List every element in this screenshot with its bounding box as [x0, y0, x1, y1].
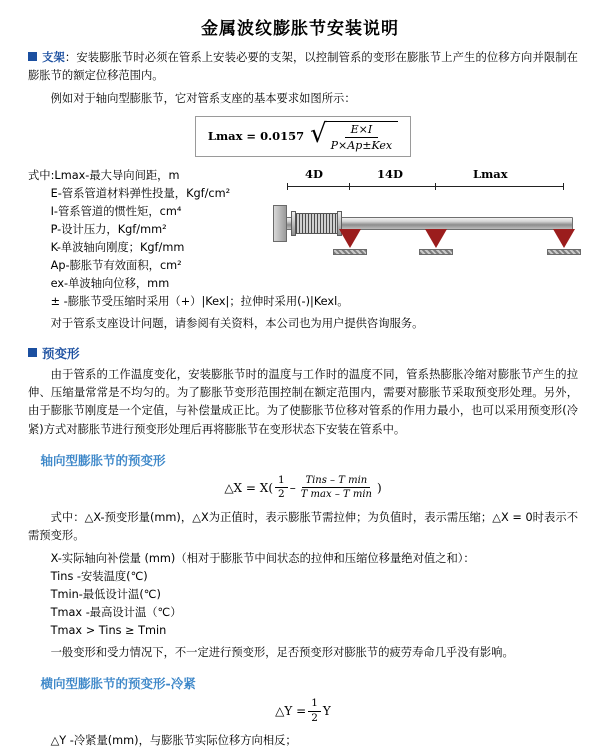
lateral-eq-half-den: 2 [311, 711, 318, 724]
definition-item: ± -膨胀节受压缩时采用（+）|Kex|；拉伸时采用(-)|Kexl。 [50, 295, 349, 309]
definition-item: Tmax > Tins ≥ Tmin [50, 623, 167, 637]
axial-note: 一般变形和受力情况下，不一定进行预变形，足否预变形对膨胀节的疲劳寿命几乎没有影响。 [50, 645, 514, 659]
axial-eq-minus: – [289, 480, 296, 495]
lmax-numerator: E×I [345, 123, 379, 138]
definitions-and-diagram [28, 167, 578, 312]
definition-item: P-设计压力，Kgf/mm² [50, 223, 167, 237]
definition-item: Tmin-最低设计温(℃) [50, 587, 161, 601]
definition-item: K-单波轴向刚度；Kgf/mm [50, 241, 185, 255]
diagram-dimension-rule [273, 183, 578, 191]
radical-sign-icon: √ [310, 118, 327, 149]
diagram-dimension-labels [273, 167, 578, 183]
support-paragraph-2: 例如对于轴向型膨胀节，它对管系支座的基本要求如图所示： [50, 91, 356, 105]
lateral-eq-lhs: △Y = [275, 704, 307, 719]
axial-eq-half-den: 2 [278, 488, 285, 501]
support-base [547, 249, 581, 255]
support-triangle-icon [339, 229, 361, 248]
lateral-predeform-equation [28, 698, 578, 724]
dimension-label-lmax: Lmax [473, 166, 508, 181]
lmax-formula [28, 116, 578, 157]
lateral-predeform-heading: 横向型膨胀节的预变形-冷紧 [40, 676, 196, 692]
page-title: 金属波纹膨胀节安装说明 [201, 19, 399, 39]
dimension-label-4d: 4D [305, 166, 323, 181]
dim-segment-4d [287, 186, 349, 187]
definition-item: Tmax -最高设计温（℃） [50, 605, 182, 619]
axial-eq-half [275, 475, 288, 501]
axial-eq-half-num: 1 [275, 475, 288, 489]
predeform-heading-label: 预变形 [42, 345, 80, 361]
dim-segment-14d [349, 186, 435, 187]
dimension-label-14d: 14D [377, 166, 403, 181]
lmax-fraction [325, 121, 398, 152]
support-paragraph-3: 对于管系支座设计问题，请参阅有关资料，本公司也为用户提供咨询服务。 [50, 317, 424, 331]
lateral-note: △Y -冷紧量(mm)，与膨胀节实际位移方向相反； [50, 734, 297, 748]
lmax-denominator: P×Ap±Kex [330, 138, 393, 152]
axial-where-text: 式中：△X-预变形量(mm)，△X为正值时，表示膨胀节需拉伸；为负值时，表示需压缩；△X = 0时表示不需预变形。 [28, 510, 578, 543]
definition-item: X-实际轴向补偿量 (mm)（相对于膨胀节中间状态的拉伸和压缩位移量绝对值之和）： [50, 551, 475, 565]
definition-item: Tins -安装温度(℃) [50, 569, 148, 583]
axial-eq-frac-den: T max – T min [300, 489, 372, 501]
definition-item: 式中:Lmax-最大导向间距，m [28, 168, 180, 182]
dim-segment-lmax [435, 186, 563, 187]
guide-support-2 [419, 229, 453, 255]
support-triangle-icon [553, 229, 575, 248]
predeform-paragraph-1: 由于管系的工作温度变化，安装膨胀节时的温度与工作时的温度不同，管系热膨胀冷缩对膨胀节产生的拉伸、压缩量常常是不均匀的。为了膨胀节变形范围控制在额定范围内，需要对膨胀节采取预变形处理。另外，由于膨胀节刚度是一个定值，与补偿量成正比。为了使膨胀节位移对管系的作用力最小，也可以采用预变形(冷紧)方式对膨胀节进行预变形处理后再将膨胀节在变形状态下安装在管系中。 [28, 367, 578, 436]
lateral-eq-half [308, 698, 321, 724]
anchor-left [273, 205, 287, 242]
dim-tick [563, 183, 564, 190]
document-page [0, 14, 600, 751]
support-base [333, 249, 367, 255]
support-triangle-icon [425, 229, 447, 248]
guide-support-3 [547, 229, 581, 255]
support-paragraph-1: 安装膨胀节时必须在管系上安装必要的支架，以控制管系的变形在膨胀节上产生的位移方向并限制在膨胀节的额定位移范围内。 [28, 51, 578, 83]
definition-item: ex-单波轴向位移，mm [50, 277, 170, 291]
axial-eq-rhs: ) [376, 480, 382, 495]
pipe-assembly [273, 195, 578, 265]
definition-item: I-管系管道的惯性矩，cm⁴ [50, 205, 182, 219]
axial-eq-fraction [298, 475, 375, 501]
support-heading: 支架 [42, 51, 65, 64]
lateral-eq-half-num: 1 [308, 698, 321, 712]
axial-eq-lhs: △X = X( [224, 480, 274, 495]
document-content [0, 49, 600, 751]
support-section-intro: 支架：安装膨胀节时必须在管系上安装必要的支架，以控制管系的变形在膨胀节上产生的位移方向并限制在膨胀节的额定位移范围内。 [28, 51, 578, 83]
definition-item: Ap-膨胀节有效面积，cm² [50, 259, 182, 273]
pipe-support-diagram [273, 167, 578, 275]
lmax-formula-label: Lmax = 0.0157 [207, 129, 305, 144]
guide-support-1 [333, 229, 367, 255]
axial-predeform-equation [28, 475, 578, 501]
axial-definitions-list [28, 550, 578, 640]
axial-predeform-heading: 轴向型膨胀节的预变形 [40, 452, 166, 468]
definition-item: E-管系管道材料弹性投量，Kgf/cm² [50, 186, 231, 200]
lateral-eq-rhs: Y [322, 704, 331, 719]
blue-square-bullet-icon [28, 52, 37, 61]
lmax-radical [310, 118, 398, 152]
axial-eq-frac-num: Tins – T min [302, 475, 370, 489]
support-base [419, 249, 453, 255]
predeform-section-heading [28, 344, 578, 362]
blue-square-bullet-icon [28, 348, 37, 357]
